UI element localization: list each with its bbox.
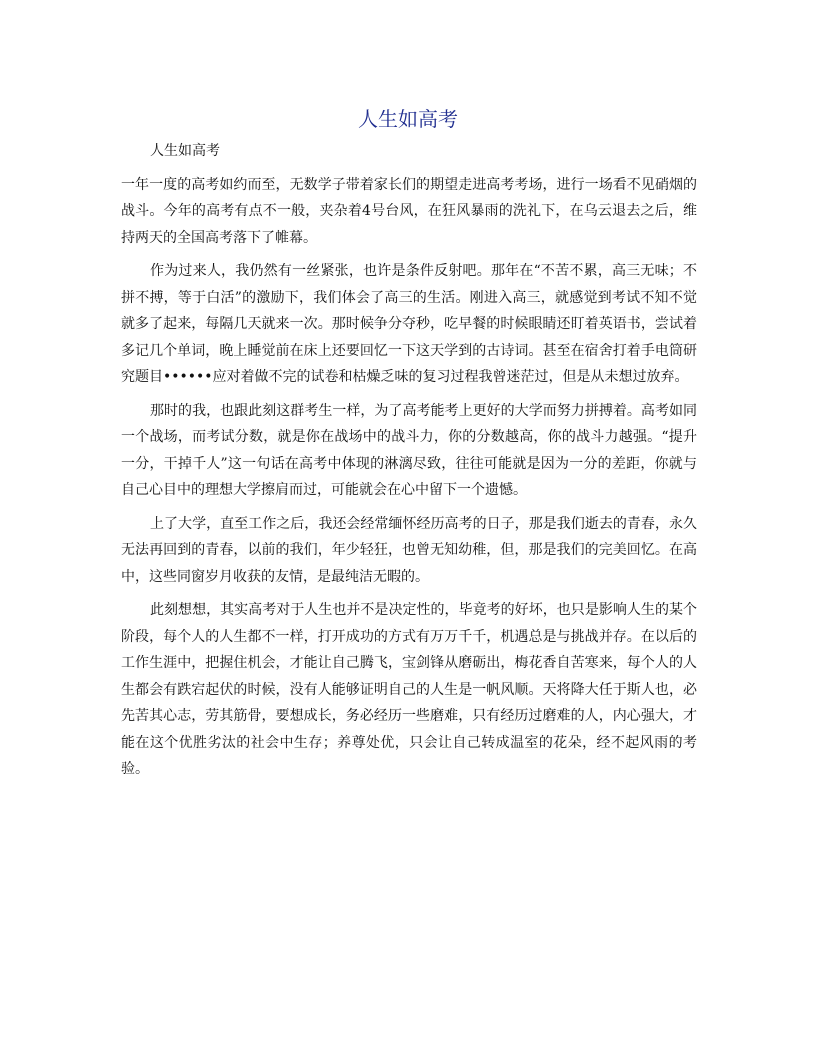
document-body [121,138,697,790]
paragraph-3: 那时的我，也跟此刻这群考生一样，为了高考能考上更好的大学而努力拼搏着。高考如同一个战场，而考试分数，就是你在战场中的战斗力，你的分数越高，你的战斗力越强。“提升一分，干掉千人”这一句话在高考中体现的淋漓尽致，往往可能就是因为一分的差距，你就与自己心目中的理想大学擦肩而过，可能就会在心中留下一个遗憾。 [121,402,697,498]
paragraph-heading: 人生如高考 [150,143,220,159]
paragraph-1: 一年一度的高考如约而至，无数学子带着家长们的期望走进高考考场，进行一场看不见硝烟的战斗。今年的高考有点不一般，夹杂着4号台风，在狂风暴雨的洗礼下，在乌云退去之后，维持两天的全国高考落下了帷幕。 [121,176,697,246]
document-title: 人生如高考 [358,107,458,131]
paragraph-4: 上了大学，直至工作之后，我还会经常缅怀经历高考的日子，那是我们逝去的青春，永久无法再回到的青春，以前的我们，年少轻狂，也曾无知幼稚，但，那是我们的完美回忆。在高中，这些同窗岁月收获的友情，是最纯洁无暇的。 [121,515,697,585]
paragraph-2: 作为过来人，我仍然有一丝紧张，也许是条件反射吧。那年在“不苦不累，高三无味；不拼不搏，等于白活”的激励下，我们体会了高三的生活。刚进入高三，就感觉到考试不知不觉就多了起来，每隔几天就来一次。那时候争分夺秒，吃早餐的时候眼睛还盯着英语书，尝试着多记几个单词，晚上睡觉前在床上还要回忆一下这天学到的古诗词。甚至在宿舍打着手电筒研究题目••••••应对着做不完的试卷和枯燥乏味的复习过程我曾迷茫过，但是从未想过放弃。 [121,263,697,385]
paragraph-5: 此刻想想，其实高考对于人生也并不是决定性的，毕竟考的好坏，也只是影响人生的某个阶段，每个人的人生都不一样，打开成功的方式有万万千千，机遇总是与挑战并存。在以后的工作生涯中，把握住机会，才能让自己腾飞，宝剑锋从磨砺出，梅花香自苦寒来，每个人的人生都会有跌宕起伏的时候，没有人能够证明自己的人生是一帆风顺。天将降大任于斯人也，必先苦其心志，劳其筋骨，要想成长，务必经历一些磨难，只有经历过磨难的人，内心强大，才能在这个优胜劣汰的社会中生存；养尊处优，只会让自己转成温室的花朵，经不起风雨的考验。 [121,602,697,777]
